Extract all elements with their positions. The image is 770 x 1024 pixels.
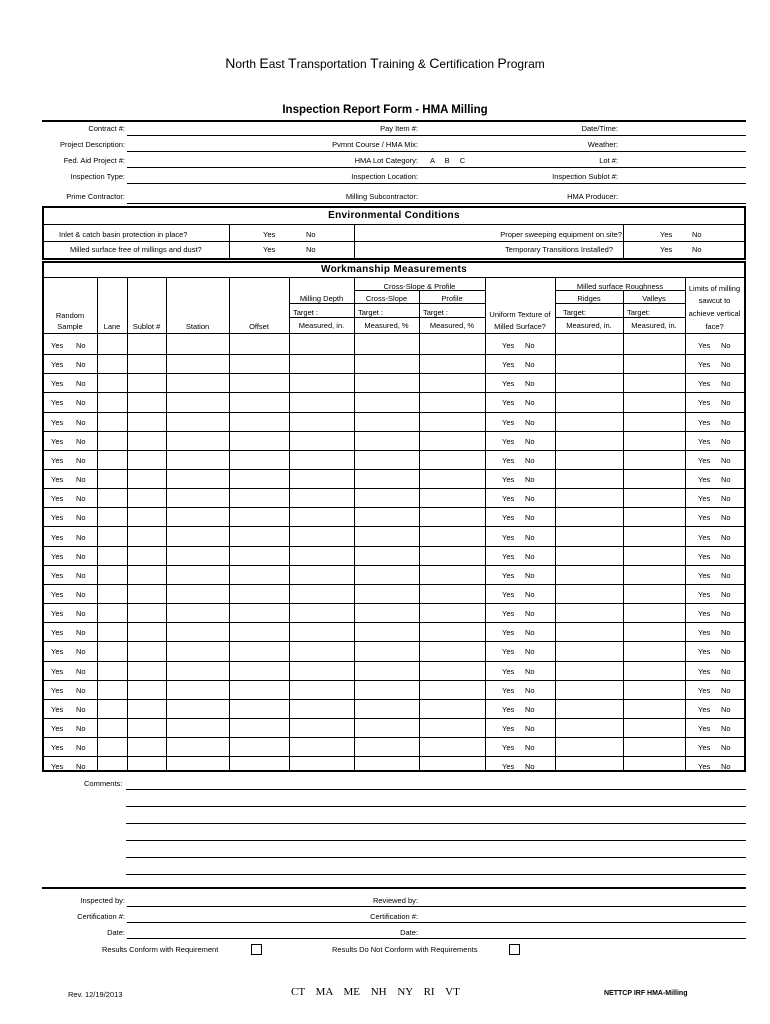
title-word: ertification [439,57,498,71]
uniform-texture-no[interactable]: No [525,379,535,389]
random-sample-header: Random [55,311,85,320]
table-row[interactable] [44,737,744,756]
title-word: ast [268,57,289,71]
title-initial: T [288,55,297,71]
limits-yes[interactable]: Yes [698,360,711,370]
prime-contractor-label: Prime Contractor: [66,192,125,201]
uniform-texture-yes[interactable]: Yes [502,743,515,753]
conform-label: Results Conform with Requirement [102,945,219,954]
env-no[interactable]: No [306,230,316,239]
uniform-texture-no[interactable]: No [525,341,535,350]
ridges-target: Target: [563,308,586,317]
uniform-texture-header-2: Milled Surface? [494,322,546,331]
project-description-label: Project Description: [59,140,125,149]
fed-aid-label: Fed. Aid Project #: [63,156,125,165]
random-sample-no[interactable]: No [76,532,86,542]
milling-subcontractor-label: Milling Subcontractor: [345,192,418,201]
table-row[interactable] [44,699,744,718]
uniform-texture-yes[interactable]: Yes [502,398,515,408]
date2-label: Date: [400,928,418,937]
env-yes[interactable]: Yes [660,245,673,254]
env-rule [44,241,744,242]
uniform-texture-yes[interactable]: Yes [502,475,515,485]
random-sample-yes[interactable]: Yes [51,609,64,619]
header-bottom-rule [44,333,744,334]
limits-yes[interactable]: Yes [698,532,711,542]
uniform-texture-yes[interactable]: Yes [502,532,515,542]
uniform-texture-no[interactable]: No [525,685,535,695]
random-sample-no[interactable]: No [76,685,86,695]
uniform-texture-yes[interactable]: Yes [502,762,515,772]
limits-yes[interactable]: Yes [698,589,711,599]
uniform-texture-no[interactable]: No [525,666,535,676]
date-label: Date: [107,928,125,937]
random-sample-header-2: Sample [57,322,83,331]
header-rule [555,317,685,318]
uniform-texture-no[interactable]: No [525,398,535,408]
comments-line[interactable] [126,823,746,824]
uniform-texture-yes[interactable]: Yes [502,455,515,465]
title-word: ransportation [296,57,370,71]
milling-depth-header: Milling Depth [299,294,344,303]
info-line [127,203,746,204]
env-yes[interactable]: Yes [263,230,276,239]
limits-no[interactable]: No [721,436,731,446]
random-sample-yes[interactable]: Yes [51,743,64,753]
limits-no[interactable]: No [721,494,731,504]
offset-header: Offset [249,322,269,331]
limits-yes[interactable]: Yes [698,724,711,733]
limits-no[interactable]: No [721,743,731,753]
table-row[interactable] [44,469,744,488]
limits-no[interactable]: No [721,360,731,370]
random-sample-yes[interactable]: Yes [51,360,64,370]
form-code: NETTCP IRF HMA-Milling [604,990,688,997]
uniform-texture-no[interactable]: No [525,743,535,753]
limits-yes[interactable]: Yes [698,513,711,523]
uniform-texture-no[interactable]: No [525,609,535,619]
random-sample-no[interactable]: No [76,398,86,408]
limits-header-3: achieve vertical [688,309,741,318]
uniform-texture-yes[interactable]: Yes [502,417,515,427]
cross-slope-target: Target : [358,308,384,317]
random-sample-no[interactable]: No [76,551,86,561]
limits-no[interactable]: No [721,647,731,657]
limits-yes[interactable]: Yes [698,647,711,657]
signoff-line[interactable] [127,906,746,907]
random-sample-yes[interactable]: Yes [51,398,64,408]
table-row[interactable] [44,603,744,622]
title-word: orth [235,57,260,71]
comments-line[interactable] [126,789,746,790]
uniform-texture-no[interactable]: No [525,628,535,638]
table-row[interactable] [44,354,744,373]
title-initial: P [497,55,507,71]
table-row[interactable] [44,431,744,450]
random-sample-yes[interactable]: Yes [51,436,64,446]
uniform-texture-yes[interactable]: Yes [502,513,515,523]
title-word: raining & [378,57,430,71]
comments-line[interactable] [126,840,746,841]
inspected-by-label: Inspected by: [80,896,125,905]
table-row[interactable] [44,392,744,411]
random-sample-no[interactable]: No [76,666,86,676]
header-rule [289,303,485,304]
sublot-header: Sublot # [132,322,161,331]
random-sample-yes[interactable]: Yes [51,341,64,350]
limits-yes[interactable]: Yes [698,417,711,427]
random-sample-yes[interactable]: Yes [51,475,64,485]
random-sample-no[interactable]: No [76,360,86,370]
uniform-texture-yes[interactable]: Yes [502,609,515,619]
revision-date: Rev. 12/19/2013 [68,990,123,999]
env-no[interactable]: No [692,245,702,254]
limits-no[interactable]: No [721,532,731,542]
table-row[interactable] [44,680,744,699]
workmanship-heading: Workmanship Measurements [321,264,467,275]
table-row[interactable] [44,756,744,775]
uniform-texture-no[interactable]: No [525,455,535,465]
env-question-inlet: Inlet & catch basin protection in place? [59,230,188,239]
limits-no[interactable]: No [721,724,731,733]
env-yes[interactable]: Yes [263,245,276,254]
limits-no[interactable]: No [721,551,731,561]
limits-header: Limits of milling [688,284,741,293]
certification-label: Certification #: [77,912,125,921]
limits-header-2: sawcut to [698,296,731,305]
limits-no[interactable]: No [721,609,731,619]
not-conform-label: Results Do Not Conform with Requirements [332,945,478,954]
uniform-texture-yes[interactable]: Yes [502,494,515,504]
comments-line[interactable] [126,874,746,875]
random-sample-yes[interactable]: Yes [51,455,64,465]
limits-no[interactable]: No [721,341,731,350]
limits-no[interactable]: No [721,513,731,523]
random-sample-no[interactable]: No [76,570,86,580]
program-title [0,55,770,71]
limits-no[interactable]: No [721,398,731,408]
limits-no[interactable]: No [721,475,731,485]
uniform-texture-no[interactable]: No [525,551,535,561]
valleys-measured: Measured, in. [631,321,677,330]
uniform-texture-yes[interactable]: Yes [502,704,515,714]
table-row[interactable] [44,527,744,546]
table-row[interactable] [44,565,744,584]
random-sample-yes[interactable]: Yes [51,685,64,695]
conform-checkbox[interactable] [251,944,262,955]
uniform-texture-yes[interactable]: Yes [502,436,515,446]
random-sample-yes[interactable]: Yes [51,647,64,657]
random-sample-yes[interactable]: Yes [51,570,64,580]
random-sample-no[interactable]: No [76,762,86,772]
env-yes[interactable]: Yes [660,230,673,239]
random-sample-yes[interactable]: Yes [51,724,64,733]
ridges-measured: Measured, in. [566,321,612,330]
random-sample-yes[interactable]: Yes [51,494,64,504]
env-question-milled: Milled surface free of millings and dust? [70,245,202,254]
uniform-texture-no[interactable]: No [525,589,535,599]
uniform-texture-yes[interactable]: Yes [502,360,515,370]
comments-line[interactable] [126,806,746,807]
random-sample-no[interactable]: No [76,379,86,389]
signoff-top-rule [42,887,746,889]
random-sample-no[interactable]: No [76,475,86,485]
uniform-texture-yes[interactable]: Yes [502,666,515,676]
limits-yes[interactable]: Yes [698,704,711,714]
title-initial: E [259,55,269,71]
table-row[interactable] [44,718,744,737]
station-header: Station [185,322,210,331]
pay-item-label: Pay Item #: [380,124,418,133]
table-row[interactable] [44,622,744,641]
random-sample-yes[interactable]: Yes [51,513,64,523]
limits-no[interactable]: No [721,685,731,695]
inspection-sublot-label: Inspection Sublot #: [552,172,618,181]
uniform-texture-yes[interactable]: Yes [502,379,515,389]
uniform-texture-no[interactable]: No [525,436,535,446]
header-rule [289,317,485,318]
random-sample-no[interactable]: No [76,494,86,504]
info-line [127,151,746,152]
certification2-label: Certification #: [370,912,418,921]
title-initial: C [429,55,440,71]
limits-yes[interactable]: Yes [698,341,711,350]
inspection-location-label: Inspection Location: [351,172,418,181]
uniform-texture-no[interactable]: No [525,724,535,733]
env-no[interactable]: No [306,245,316,254]
limits-header-4: face? [705,322,724,331]
table-row[interactable] [44,450,744,469]
limits-no[interactable]: No [721,762,731,772]
random-sample-yes[interactable]: Yes [51,551,64,561]
limits-yes[interactable]: Yes [698,628,711,638]
uniform-texture-no[interactable]: No [525,532,535,542]
random-sample-no[interactable]: No [76,417,86,427]
limits-yes[interactable]: Yes [698,609,711,619]
table-row[interactable] [44,488,744,507]
limits-yes[interactable]: Yes [698,666,711,676]
random-sample-yes[interactable]: Yes [51,532,64,542]
table-row[interactable] [44,335,744,354]
header-rule [555,303,685,304]
random-sample-yes[interactable]: Yes [51,417,64,427]
signoff-line[interactable] [127,938,746,939]
contract-label: Contract #: [88,124,125,133]
table-row[interactable] [44,412,744,431]
title-word: rogram [506,57,545,71]
random-sample-no[interactable]: No [76,647,86,657]
limits-yes[interactable]: Yes [698,436,711,446]
profile-header: Profile [441,294,463,303]
limits-no[interactable]: No [721,704,731,714]
profile-target: Target : [423,308,449,317]
info-line [127,167,746,168]
form-title: Inspection Report Form - HMA Milling [282,104,488,116]
limits-yes[interactable]: Yes [698,398,711,408]
uniform-texture-no[interactable]: No [525,494,535,504]
uniform-texture-yes[interactable]: Yes [502,647,515,657]
uniform-texture-no[interactable]: No [525,360,535,370]
limits-no[interactable]: No [721,666,731,676]
table-row[interactable] [44,641,744,660]
limits-yes[interactable]: Yes [698,379,711,389]
signoff-line[interactable] [127,922,746,923]
valleys-header: Valleys [642,294,666,303]
uniform-texture-yes[interactable]: Yes [502,685,515,695]
env-question-sweeping: Proper sweeping equipment on site? [500,230,622,239]
limits-no[interactable]: No [721,589,731,599]
uniform-texture-yes[interactable]: Yes [502,589,515,599]
limits-no[interactable]: No [721,379,731,389]
limits-yes[interactable]: Yes [698,455,711,465]
limits-no[interactable]: No [721,628,731,638]
uniform-texture-yes[interactable]: Yes [502,724,515,733]
lot-number-label: Lot #: [599,156,618,165]
limits-yes[interactable]: Yes [698,685,711,695]
limits-yes[interactable]: Yes [698,494,711,504]
info-top-rule [42,120,746,122]
uniform-texture-header: Uniform Texture of [489,310,551,319]
comments-label: Comments: [84,779,123,788]
random-sample-no[interactable]: No [76,455,86,465]
inspection-type-label: Inspection Type: [70,172,125,181]
ridges-header: Ridges [577,294,601,303]
limits-no[interactable]: No [721,455,731,465]
limits-yes[interactable]: Yes [698,551,711,561]
info-line [127,135,746,136]
random-sample-no[interactable]: No [76,436,86,446]
weather-label: Weather: [587,140,618,149]
table-row[interactable] [44,507,744,526]
info-line [127,183,746,184]
uniform-texture-no[interactable]: No [525,475,535,485]
random-sample-no[interactable]: No [76,628,86,638]
env-rule [44,224,744,225]
limits-yes[interactable]: Yes [698,743,711,753]
milling-depth-measured: Measured, in. [298,321,345,330]
random-sample-no[interactable]: No [76,609,86,619]
uniform-texture-no[interactable]: No [525,417,535,427]
uniform-texture-yes[interactable]: Yes [502,570,515,580]
states-list: CT MA ME NH NY RI VT [291,986,460,998]
random-sample-yes[interactable]: Yes [51,628,64,638]
uniform-texture-no[interactable]: No [525,704,535,714]
title-initial: N [225,55,236,71]
lot-category-options[interactable]: A B C [430,156,466,165]
valleys-target: Target: [627,308,650,317]
limits-yes[interactable]: Yes [698,475,711,485]
random-sample-yes[interactable]: Yes [51,762,64,772]
limits-no[interactable]: No [721,570,731,580]
wm-rule [44,277,744,278]
hma-lot-category-label: HMA Lot Category: [354,156,418,165]
env-divider [623,224,624,259]
environmental-heading: Environmental Conditions [328,210,460,221]
random-sample-no[interactable]: No [76,513,86,523]
milling-depth-target: Target : [293,308,319,317]
roughness-header: Milled surface Roughness [576,282,664,291]
random-sample-yes[interactable]: Yes [51,589,64,599]
uniform-texture-no[interactable]: No [525,570,535,580]
cross-slope-header: Cross-Slope [365,294,408,303]
uniform-texture-yes[interactable]: Yes [502,628,515,638]
table-row[interactable] [44,661,744,680]
cross-slope-measured: Measured, % [364,321,409,330]
limits-no[interactable]: No [721,417,731,427]
title-initial: T [370,55,379,71]
comments-line[interactable] [126,857,746,858]
random-sample-yes[interactable]: Yes [51,666,64,676]
limits-yes[interactable]: Yes [698,570,711,580]
reviewed-by-label: Reviewed by: [372,896,418,905]
random-sample-no[interactable]: No [76,589,86,599]
date-time-label: Date/Time: [581,124,618,133]
uniform-texture-yes[interactable]: Yes [502,341,515,350]
random-sample-no[interactable]: No [76,743,86,753]
hma-producer-label: HMA Producer: [567,192,618,201]
pvmnt-course-label: Pvmnt Course / HMA Mix: [332,140,418,149]
limits-yes[interactable]: Yes [698,762,711,772]
env-divider [354,224,355,259]
table-row[interactable] [44,584,744,603]
env-question-transitions: Temporary Transitions Installed? [505,245,613,254]
table-row[interactable] [44,373,744,392]
random-sample-no[interactable]: No [76,704,86,714]
random-sample-no[interactable]: No [76,341,86,350]
random-sample-yes[interactable]: Yes [51,379,64,389]
not-conform-checkbox[interactable] [509,944,520,955]
uniform-texture-no[interactable]: No [525,513,535,523]
uniform-texture-no[interactable]: No [525,647,535,657]
random-sample-yes[interactable]: Yes [51,704,64,714]
profile-measured: Measured, % [429,321,475,330]
random-sample-no[interactable]: No [76,724,86,733]
lane-header: Lane [103,322,121,331]
table-row[interactable] [44,546,744,565]
cross-slope-profile-header: Cross-Slope & Profile [383,282,456,291]
uniform-texture-no[interactable]: No [525,762,535,772]
env-no[interactable]: No [692,230,702,239]
env-divider [229,224,230,259]
uniform-texture-yes[interactable]: Yes [502,551,515,561]
